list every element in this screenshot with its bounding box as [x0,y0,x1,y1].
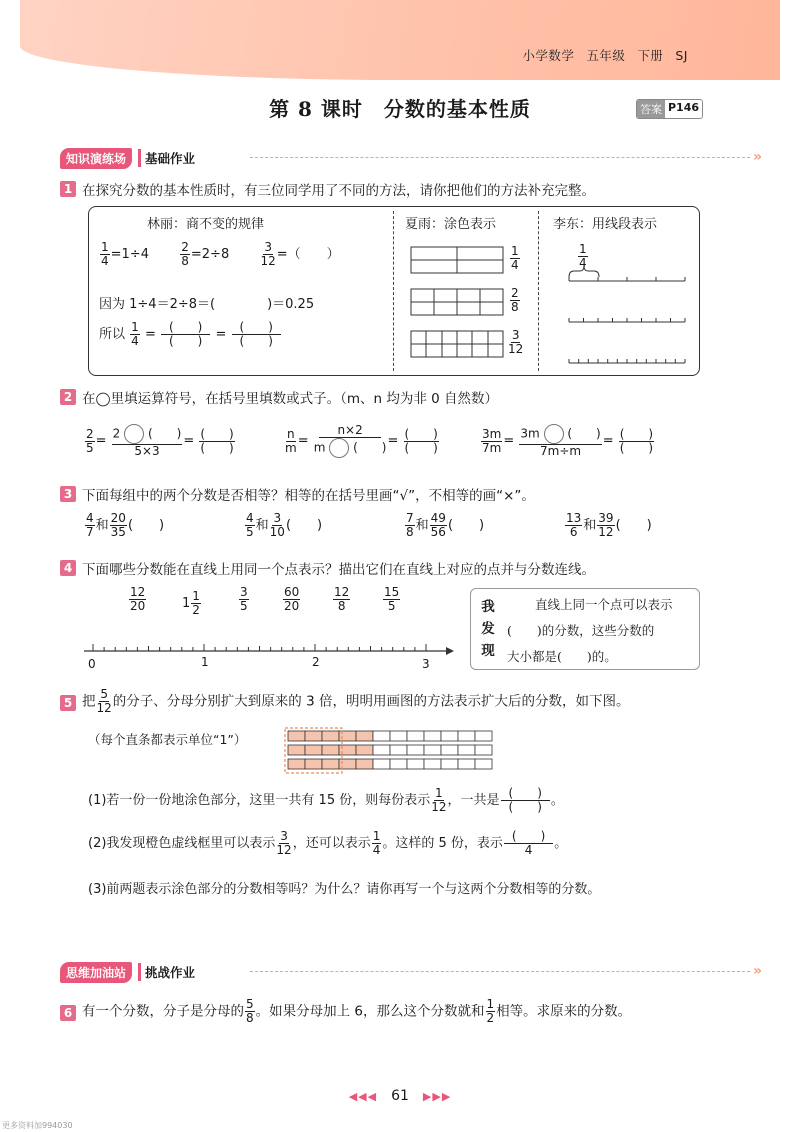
operator-circle[interactable] [329,438,349,458]
answer-blank[interactable]: ( ) 4 [504,830,553,857]
q4-fraction: $\frac{60}{20}$ [284,585,300,613]
q2-equation-3: $\frac{3m}{7m}$ = $\frac{3m ( )}{7m\div m}$ = ( ) ( ) [480,424,655,458]
section-tag: 思维加油站 [60,962,132,983]
q5-part2: (2)我发现橙色虚线框里可以表示 $\frac{3}{12}$ ，还可以表示 $\frac{1}{4}$ 。这样的 5 份，表示 ( ) 4 。 [88,829,568,857]
lin-eq-row: $\frac{1}{4}$ =1÷4 $\frac{2}{8}$ =2÷8 $\frac{3}{12}$ =（ ） [101,240,340,268]
answer-blank[interactable]: ( ) ( ) [501,787,550,814]
answer-blank[interactable]: ( ) ( ) [404,426,438,455]
section-basic [60,148,763,168]
answer-page: P146 [668,101,700,114]
answer-blank[interactable]: ( ) [285,518,323,533]
question-number: 2 [60,389,76,405]
watermark: 更多资料加994030 [2,1121,73,1130]
lin-so: 所以 $\frac{1}{4}$ = ( ) ( ) = ( ) ( ) [99,321,282,348]
question-text: 把 $\frac{5}{12}$ 的分子、分母分别扩大到原来的 3 倍，明明用画图的方法表示扩大后的分数，如下图。 [82,687,630,715]
page-title: 第 8 课时 分数的基本性质 [269,97,531,121]
grade: 五年级 [586,48,626,63]
q5-part1: (1)若一份一份地涂色部分，这里一共有 15 份，则每份表示 $\frac{1}{12}$ ，一共是 ( ) ( ) 。 [88,786,564,814]
prev-arrows-icon: ◀◀◀ [348,1090,378,1103]
edition: SJ [675,48,688,63]
term: 下册 [637,48,664,63]
page-footer [0,1085,800,1105]
question-number: 3 [60,486,76,502]
q3-pair: $\frac{13}{6}$ 和 $\frac{39}{12}$ ( ) [566,511,652,539]
axis-label: 0 [88,657,96,671]
page-number: 61 [391,1088,409,1104]
q4-fraction: $\frac{3}{5}$ [240,585,248,613]
operator-circle[interactable] [544,424,564,444]
answer-blank[interactable]: ( ) [615,518,652,533]
answer-blank[interactable]: ( ) ( ) [619,426,654,455]
answer-blank[interactable]: ( ) ( ) [161,321,210,348]
question-number: 4 [60,560,76,576]
segment-ticks [569,277,685,363]
section-tag: 知识演练场 [60,148,132,169]
discovery-box [470,588,700,670]
answer-label: 答案 [637,100,665,118]
answer-blank[interactable]: ( ) [127,518,165,533]
q4-fraction: 1 $\frac{1}{2}$ [182,589,200,617]
discovery-line[interactable]: ( )的分数，这些分数的 [507,623,655,638]
axis-label: 2 [312,655,320,669]
question-text: 在探究分数的基本性质时，有三位同学用了不同的方法，请你把他们的方法补充完整。 [82,183,595,199]
q3-pair: $\frac{7}{8}$ 和 $\frac{49}{56}$ ( ) [406,511,485,539]
xia-heading: 夏雨：涂色表示 [405,217,497,232]
question-text: 下面哪些分数能在直线上用同一个点表示？描出它们在直线上对应的点并与分数连线。 [82,562,595,578]
question-text: 在◯里填运算符号，在括号里填数或式子。（m、n 均为非 0 自然数） [82,391,499,407]
lin-heading: 林丽：商不变的规律 [147,217,265,232]
answer-blank[interactable]: ( ) [447,518,485,533]
discovery-tag: 我发现 [481,599,495,659]
question-number: 1 [60,181,76,197]
header-info [510,46,688,64]
answer-blank[interactable]: ( ) ( ) [200,426,234,455]
method-drawings [89,207,701,377]
subject: 小学数学 [522,48,575,63]
section-sub: 基础作业 [138,149,195,167]
q4-fraction: $\frac{12}{8}$ [334,585,350,613]
q3-pair: $\frac{4}{7}$ 和 $\frac{20}{35}$ ( ) [86,511,165,539]
lin-because: 因为 1÷4＝2÷8＝( )＝0.25 [99,297,315,312]
question-number: 5 [60,695,76,711]
q4-fraction: $\frac{15}{5}$ [384,585,400,613]
answer-ref[interactable] [636,99,703,119]
section-sub: 挑战作业 [138,963,195,981]
section-challenge [60,962,763,982]
operator-circle[interactable] [124,424,144,444]
q5-note: （每个直条都表示单位“1”） [88,732,247,747]
discovery-line[interactable]: 大小都是( )的。 [507,649,617,664]
q2-equation-1: $\frac{2}{5}$ = $\frac{2 ( )}{5\times 3}$ = ( ) ( ) [84,424,236,458]
header-banner [20,0,780,80]
chevron-right-icon: » [753,149,763,165]
question-number: 6 [60,1005,76,1021]
method-box: 林丽：商不变的规律 夏雨：涂色表示 李东：用线段表示 $\frac{1}{4}$ =1÷4 $\frac{2}{8}$ =2÷8 $\frac{3}{12}$ =（ ） 因为 1÷4＝2÷8＝( )＝0.25 所以 $\frac{1}{4}$ = ( ) ( ) = ( ) ( ) $\frac{1}{4}$ $\frac{2}{8}$ $\frac{3}{12}$ $\frac{1}{4}$ [88,206,700,376]
q4-fraction: $\frac{12}{20}$ [130,585,146,613]
axis-label: 3 [422,657,430,671]
answer-blank[interactable]: ( ) ( ) [232,321,281,348]
question-text: 有一个分数，分子是分母的 $\frac{5}{8}$ 。如果分母加上 6，那么这个分数就和 $\frac{1}{2}$ 相等。求原来的分数。 [82,997,632,1025]
axis-label: 1 [201,655,209,669]
chevron-right-icon: » [753,963,763,979]
q2-equation-2: $\frac{n}{m}$ = $\frac{n\times 2}{m ( )}$ = ( ) ( ) [284,424,440,458]
q5-part3: (3)前两题表示涂色部分的分数相等吗？为什么？请你再写一个与这两个分数相等的分数。 [88,882,601,897]
next-arrows-icon: ▶▶▶ [422,1090,452,1103]
question-text: 下面每组中的两个分数是否相等？相等的在括号里画“√”，不相等的画“×”。 [82,488,535,504]
li-heading: 李东：用线段表示 [553,217,658,232]
discovery-line: 直线上同一个点可以表示 [535,597,673,612]
q3-pair: $\frac{4}{5}$ 和 $\frac{3}{10}$ ( ) [246,511,323,539]
